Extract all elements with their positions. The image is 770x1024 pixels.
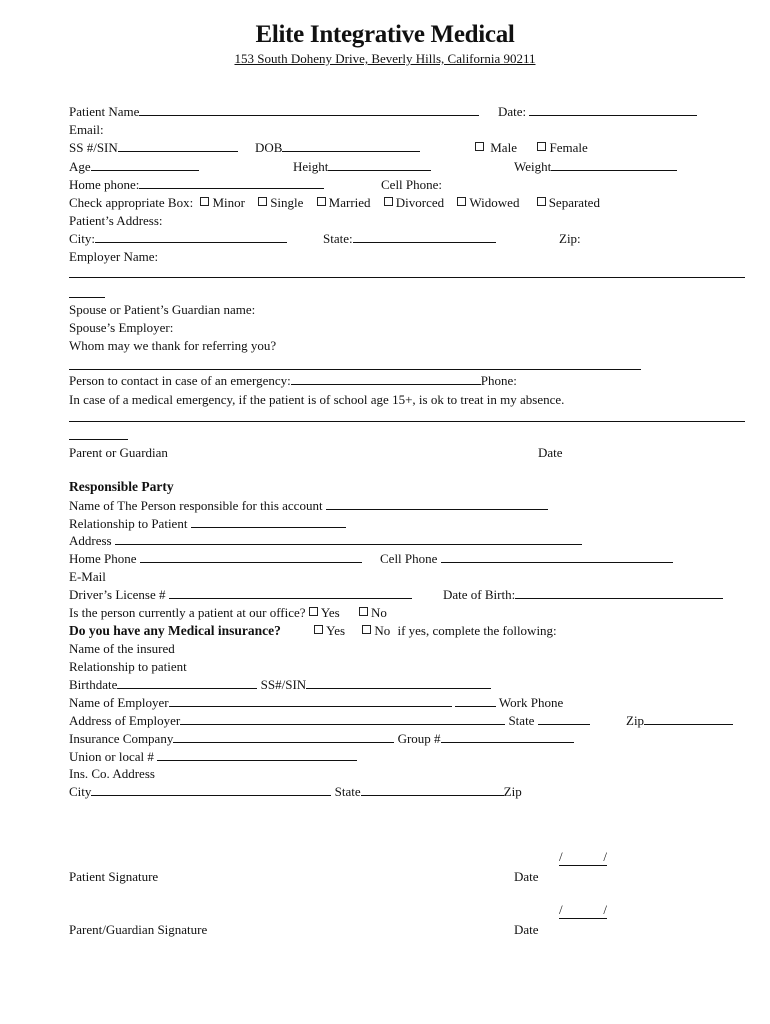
license-row — [69, 587, 412, 603]
responsible-cell-phone-label: Cell Phone — [380, 551, 438, 566]
insured-birthdate-field[interactable] — [117, 677, 257, 689]
patient-name-label: Patient Name — [69, 104, 140, 119]
home-phone-label: Home phone: — [69, 177, 140, 192]
age-field[interactable] — [91, 159, 199, 171]
employer-name-line[interactable] — [69, 277, 745, 278]
responsible-home-phone-field[interactable] — [140, 551, 362, 563]
responsible-address-row — [69, 533, 582, 549]
divorced-checkbox[interactable] — [384, 197, 393, 206]
current-patient-row — [69, 605, 387, 621]
current-patient-no-label: No — [370, 605, 387, 620]
responsible-cell-phone-row — [380, 551, 673, 567]
email-label: Email: — [69, 122, 104, 137]
patient-date-label: Date: — [498, 104, 527, 119]
clinic-address: 153 South Doheny Drive, Beverly Hills, California 90211 — [234, 51, 536, 66]
responsible-home-phone-row — [69, 551, 362, 567]
employer-address-row — [69, 713, 590, 729]
insurance-yes-label: Yes — [326, 623, 346, 638]
insured-employer-label: Name of Employer — [69, 695, 169, 710]
relationship-label: Relationship to Patient — [69, 516, 188, 531]
insurance-if-yes-text: if yes, complete the following: — [397, 623, 557, 638]
married-label: Married — [328, 195, 371, 210]
female-checkbox[interactable] — [537, 142, 546, 151]
dob-label: DOB — [255, 140, 283, 155]
weight-field[interactable] — [551, 159, 677, 171]
emergency-phone-label: Phone: — [480, 373, 517, 388]
employer-zip-field[interactable] — [644, 713, 733, 725]
separated-label: Separated — [548, 195, 600, 210]
relationship-row — [69, 516, 346, 532]
ins-city-row — [69, 784, 522, 800]
responsible-dob-field[interactable] — [515, 587, 723, 599]
guardian-slash-2: / — [603, 902, 607, 917]
employer-address-label: Address of Employer — [69, 713, 181, 728]
separated-checkbox[interactable] — [537, 197, 546, 206]
employer-state-field[interactable] — [538, 713, 590, 725]
clinic-title: Elite Integrative Medical — [255, 21, 515, 48]
divorced-label: Divorced — [395, 195, 445, 210]
insured-relationship-label: Relationship to patient — [69, 659, 187, 674]
patient-signature-date-label: Date — [514, 869, 539, 884]
insured-birthdate-row — [69, 677, 491, 693]
union-row — [69, 749, 357, 765]
ins-city-label: City — [69, 784, 92, 799]
weight-row — [514, 159, 677, 175]
city-label: City: — [69, 231, 96, 246]
responsible-name-row — [69, 498, 548, 514]
group-field[interactable] — [441, 731, 574, 743]
patient-signature-label: Patient Signature — [69, 869, 159, 884]
license-label: Driver’s License # — [69, 587, 166, 602]
insured-birthdate-label: Birthdate — [69, 677, 118, 692]
responsible-cell-phone-field[interactable] — [441, 551, 673, 563]
male-label: Male — [490, 140, 517, 155]
state-label: State: — [323, 231, 353, 246]
responsible-home-phone-label: Home Phone — [69, 551, 137, 566]
emergency-contact-field[interactable] — [291, 373, 481, 385]
insurance-company-label: Insurance Company — [69, 731, 174, 746]
state-field[interactable] — [353, 231, 496, 243]
height-field[interactable] — [328, 159, 431, 171]
parent-guardian-label: Parent or Guardian — [69, 445, 168, 460]
widowed-label: Widowed — [469, 195, 520, 210]
employer-name-label: Employer Name: — [69, 249, 159, 264]
city-row — [69, 231, 287, 247]
dob-row — [255, 140, 420, 156]
emergency-contact-label: Person to contact in case of an emergency: — [69, 373, 291, 388]
ss-row — [69, 140, 238, 156]
minor-label: Minor — [212, 195, 245, 210]
emergency-contact-row — [69, 373, 517, 389]
consent-text: In case of a medical emergency, if the patient is of school age 15+, is ok to treat in my absence. — [69, 392, 565, 407]
employer-state-label: State — [508, 713, 535, 728]
patient-slash-1: / — [559, 849, 563, 864]
dob-field[interactable] — [282, 140, 420, 152]
insurance-yes-checkbox[interactable] — [314, 625, 323, 634]
city-field[interactable] — [95, 231, 287, 243]
guardian-signature-date-label: Date — [514, 922, 539, 937]
work-phone-field[interactable] — [455, 695, 496, 707]
height-label: Height — [293, 159, 329, 174]
ins-co-address-label: Ins. Co. Address — [69, 766, 155, 781]
patient-name-row — [69, 104, 479, 120]
relationship-field[interactable] — [191, 516, 346, 528]
insurance-no-label: No — [374, 623, 391, 638]
ss-label: SS #/SIN — [69, 140, 118, 155]
weight-label: Weight — [514, 159, 552, 174]
male-checkbox[interactable] — [475, 142, 484, 151]
consent-date-label: Date — [538, 445, 563, 460]
ins-state-field[interactable] — [361, 784, 504, 796]
guardian-name-label: Spouse or Patient’s Guardian name: — [69, 302, 256, 317]
work-phone-label: Work Phone — [498, 695, 564, 710]
consent-signature-line-cont[interactable] — [69, 439, 128, 440]
employer-address-field[interactable] — [180, 713, 505, 725]
current-patient-no-checkbox[interactable] — [359, 607, 368, 616]
insurance-no-checkbox[interactable] — [362, 625, 371, 634]
age-row — [69, 159, 199, 175]
responsible-dob-label: Date of Birth: — [443, 587, 516, 602]
guardian-signature-label: Parent/Guardian Signature — [69, 922, 208, 937]
insured-employer-field[interactable] — [169, 695, 452, 707]
patient-date-row — [498, 104, 697, 120]
responsible-dob-row — [443, 587, 723, 603]
female-label: Female — [549, 140, 588, 155]
insured-ss-label: SS#/SIN — [260, 677, 307, 692]
union-field[interactable] — [157, 749, 357, 761]
consent-signature-line[interactable] — [69, 421, 745, 422]
current-patient-label: Is the person currently a patient at our office? — [69, 605, 306, 620]
zip-label: Zip: — [559, 231, 581, 246]
gender-row — [475, 140, 588, 156]
ins-zip-label: Zip — [503, 784, 522, 799]
single-label: Single — [270, 195, 304, 210]
age-label: Age — [69, 159, 91, 174]
widowed-checkbox[interactable] — [457, 197, 466, 206]
married-checkbox[interactable] — [317, 197, 326, 206]
referral-line[interactable] — [69, 369, 641, 370]
insurance-question-row — [69, 623, 557, 639]
responsible-address-label: Address — [69, 533, 112, 548]
responsible-name-label: Name of The Person responsible for this account — [69, 498, 323, 513]
employer-name-line-cont[interactable] — [69, 297, 105, 298]
ins-city-field[interactable] — [91, 784, 331, 796]
responsible-party-heading: Responsible Party — [69, 479, 174, 494]
home-phone-field[interactable] — [139, 177, 324, 189]
state-row — [323, 231, 496, 247]
responsible-email-label: E-Mail — [69, 569, 106, 584]
guardian-date-slashes[interactable] — [559, 904, 607, 923]
single-checkbox[interactable] — [258, 197, 267, 206]
patient-date-field[interactable] — [529, 104, 697, 116]
cell-phone-label: Cell Phone: — [381, 177, 443, 192]
patient-address-label: Patient’s Address: — [69, 213, 163, 228]
current-patient-yes-label: Yes — [320, 605, 340, 620]
employer-zip-label: Zip — [626, 713, 645, 728]
spouse-employer-label: Spouse’s Employer: — [69, 320, 174, 335]
responsible-name-field[interactable] — [326, 498, 548, 510]
height-row — [293, 159, 431, 175]
marital-status-row — [69, 195, 600, 211]
insured-name-label: Name of the insured — [69, 641, 175, 656]
current-patient-yes-checkbox[interactable] — [309, 607, 318, 616]
insurance-question: Do you have any Medical insurance? — [69, 623, 281, 638]
referral-label: Whom may we thank for referring you? — [69, 338, 277, 353]
employer-zip-row — [626, 713, 733, 729]
home-phone-row — [69, 177, 324, 193]
insurance-company-field[interactable] — [173, 731, 394, 743]
insured-ss-field[interactable] — [306, 677, 491, 689]
ins-state-label: State — [334, 784, 361, 799]
insured-employer-row — [69, 695, 563, 711]
license-field[interactable] — [169, 587, 412, 599]
group-label: Group # — [397, 731, 441, 746]
check-box-label: Check appropriate Box: — [69, 195, 194, 210]
ss-field[interactable] — [118, 140, 238, 152]
patient-slash-2: / — [603, 849, 607, 864]
minor-checkbox[interactable] — [200, 197, 209, 206]
insurance-company-row — [69, 731, 574, 747]
responsible-address-field[interactable] — [115, 533, 582, 545]
patient-date-slashes[interactable] — [559, 851, 607, 870]
guardian-slash-1: / — [559, 902, 563, 917]
union-label: Union or local # — [69, 749, 154, 764]
patient-name-field[interactable] — [139, 104, 479, 116]
